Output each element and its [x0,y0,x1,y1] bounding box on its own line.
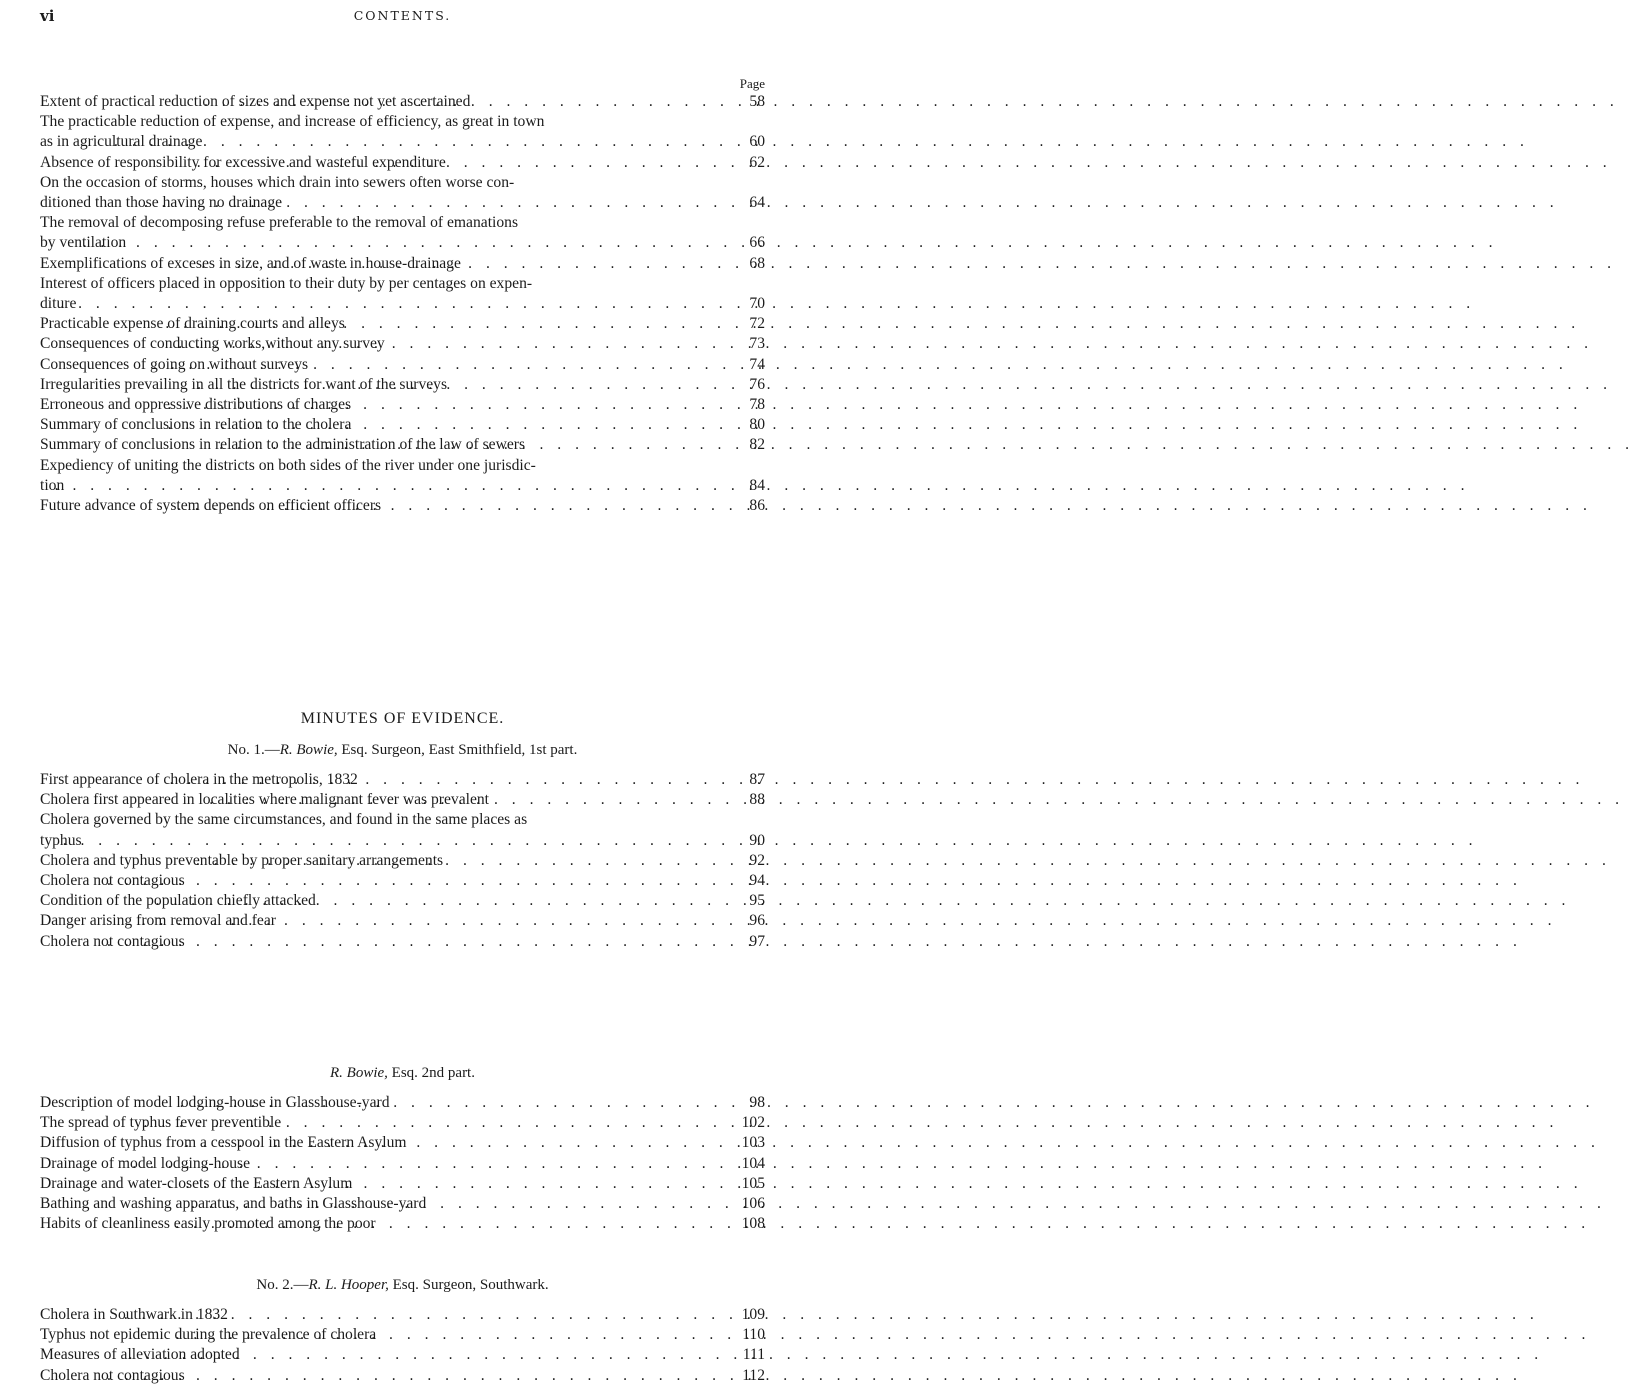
witness-description: Esq. Surgeon, Southwark. [392,1277,549,1293]
contents-list [40,92,765,516]
witness-name: R. L. Hooper, [308,1277,389,1293]
entry-page-number: 66 [749,234,765,252]
dot-leader [121,1305,733,1325]
entry-text: Cholera in Southwark in 1832 [40,1306,228,1323]
dot-leader [194,375,733,395]
entry-page-number: 88 [749,791,765,809]
witness-number: No. 2.— [256,1277,309,1293]
entry-page-number: 98 [749,1094,765,1111]
witness-entries [40,1093,765,1234]
witness-name: R. Bowie, [330,1065,388,1081]
entry-text: The spread of typhus fever preventible [40,1114,282,1132]
toc-entry [40,1366,765,1386]
entry-text: Drainage and water-closets of the Eastern Asylum [40,1174,353,1192]
entry-page-number: 112 [742,1366,765,1384]
entry-text: Bathing and washing apparatus, and baths in Glasshouse-yard [40,1195,427,1213]
entry-page-number: 104 [741,1154,765,1172]
page-number: vi [40,7,55,25]
entry-page-number: 97 [749,932,765,950]
entry-page-number: 60 [749,133,765,151]
entry-text: Measures of alleviation adopted [40,1346,240,1364]
entry-page-number: 78 [749,396,765,414]
entry-text: Irregularities prevailing in all the districts for want of the surveys [40,375,448,393]
toc-entry [40,153,765,173]
entry-page-number: 90 [749,831,765,849]
dot-leader [206,790,733,810]
entry-text: Diffusion of typhus from a cesspool in the Eastern Asylum [40,1134,407,1152]
witness-heading [40,742,765,759]
dot-leader [174,496,733,516]
entry-text: Condition of the population chiefly attacked [40,892,316,910]
entry-text-line: Expediency of uniting the districts on both sides of the river under one jurisdic- [40,456,536,474]
entry-text-line: The practicable reduction of expense, and increase of efficiency, as great in town [40,113,545,131]
toc-entry [40,375,765,395]
dot-leader [188,1194,733,1214]
dot-leader [111,132,733,152]
toc-entry [40,1133,765,1153]
dot-leader [175,334,733,354]
entry-page-number: 70 [749,295,765,313]
toc-entry [40,1194,765,1214]
entry-text: Danger arising from removal and fear [40,912,276,930]
toc-entry [40,233,765,253]
entry-text: Erroneous and oppressive distributions of charges [40,396,352,414]
entry-text: Summary of conclusions in relation to the administration of the law of sewers [40,436,526,454]
toc-entry [40,314,765,334]
dot-leader [104,1366,733,1386]
entry-page-number: 58 [749,93,765,110]
toc-entry [40,1093,765,1113]
entry-text: Exemplifications of exceses in size, and of waste in house-drainage [40,254,461,272]
entry-text: Cholera and typhus preventable by proper sanitary arrangements [40,851,444,869]
entry-page-number: 64 [749,194,765,212]
dot-leader [194,153,733,173]
page-header [40,5,765,31]
entry-text: typhus [40,831,82,849]
toc-entry [40,932,765,952]
witness-heading [40,1065,765,1082]
dot-leader [60,831,733,851]
entry-page-number: 110 [742,1326,765,1344]
entry-text-line: On the occasion of storms, houses which drain into sewers often worse con- [40,173,515,191]
toc-entry [40,395,765,415]
entry-page-number: 86 [749,497,765,515]
toc-entry [40,1113,765,1133]
entry-text: by ventilation [40,234,127,252]
entry-page-number: 103 [741,1134,765,1152]
toc-entry [40,254,765,274]
toc-entry [40,871,765,891]
dot-leader [150,355,733,375]
toc-entry [40,435,765,455]
entry-page-number: 62 [749,153,765,171]
entry-page-number: 80 [749,416,765,434]
dot-leader [104,932,733,952]
witness-entries [40,1305,765,1386]
dot-leader [80,233,733,253]
entry-page-number: 109 [741,1306,765,1323]
entry-text: Consequences of going on without surveys [40,355,309,373]
entry-page-number: 87 [749,771,765,788]
entry-page-number: 84 [749,476,765,494]
toc-entry [40,1174,765,1194]
entry-page-number: 76 [749,375,765,393]
toc-entry [40,415,765,435]
toc-entry [40,790,765,810]
entry-text: Cholera not contagious [40,1366,185,1384]
dot-leader [140,1113,733,1133]
entry-text: Future advance of system depends on efficient officers [40,497,382,515]
entry-text-line: The removal of decomposing refuse preferable to the removal of emanations [40,214,519,232]
entry-text: ditioned than those having no drainage [40,194,283,212]
entry-page-number: 106 [741,1195,765,1213]
entry-text: First appearance of cholera in the metropolis, 1832 [40,771,358,788]
toc-entry [40,355,765,375]
witness-number: No. 1.— [227,742,280,758]
dot-leader [193,851,733,871]
dot-leader [177,1093,733,1113]
toc-entry [40,1345,765,1365]
toc-entry [40,1325,765,1345]
dot-leader [182,1133,733,1153]
entry-page-number: 96 [749,912,765,930]
book-page [40,0,765,1384]
entry-text: as in agricultural drainage [40,133,203,151]
dot-leader [125,1345,733,1365]
dot-leader [216,435,733,455]
entry-text: Extent of practical reduction of sizes and expense not yet ascertained [40,93,471,110]
dot-leader [201,92,733,112]
entry-text: tion [40,476,65,494]
toc-entry [40,334,765,354]
toc-entry [40,294,765,314]
dot-leader [141,193,733,213]
entry-text: Drainage of model lodging-house [40,1154,251,1172]
dot-leader [198,254,733,274]
dot-leader [167,770,733,790]
entry-text: Cholera first appeared in localities where malignant fever was prevalent [40,791,489,809]
dot-leader [129,1154,733,1174]
toc-entry [40,476,765,496]
dot-leader [104,871,733,891]
running-title: CONTENTS. [353,8,452,23]
entry-text: Cholera not contagious [40,872,185,890]
dot-leader [139,911,733,931]
toc-entry [40,1305,765,1325]
toc-entry [40,891,765,911]
toc-entry [40,851,765,871]
entry-page-number: 92 [749,851,765,869]
entry-text: Description of model lodging-house in Glasshouse-yard [40,1094,390,1111]
entry-text: Cholera not contagious [40,932,185,950]
dot-leader [172,1214,733,1234]
dot-leader [52,476,733,496]
dot-leader [164,415,733,435]
witness-description: Esq. Surgeon, East Smithfield, 1st part. [341,742,578,758]
entry-page-number: 95 [749,892,765,910]
toc-entry [40,92,765,112]
entry-text-line: Interest of officers placed in opposition to their duty by per centages on expen- [40,274,533,292]
toc-entry [40,911,765,931]
entry-text: Consequences of conducting works,without any survey [40,335,385,353]
entry-page-number: 105 [741,1174,765,1192]
entry-page-number: 82 [749,436,765,454]
toc-entry [40,132,765,152]
entry-page-number: 111 [742,1346,765,1364]
entry-page-number: 108 [741,1215,765,1233]
entry-page-number: 74 [749,355,765,373]
toc-entry [40,496,765,516]
toc-entry [40,1154,765,1174]
witness-description: Esq. 2nd part. [391,1065,475,1081]
witness-heading [40,1277,765,1294]
toc-entry [40,770,765,790]
witness-entries [40,770,765,952]
dot-leader [172,1325,733,1345]
dot-leader [162,314,733,334]
dot-leader [153,891,733,911]
entry-page-number: 68 [749,254,765,272]
entry-text: Absence of responsibility for excessive and wasteful expenditure [40,153,446,171]
dot-leader [164,395,733,415]
entry-page-number: 73 [749,335,765,353]
entry-page-number: 94 [749,872,765,890]
witness-name: R. Bowie, [279,742,338,758]
dot-leader [165,1174,733,1194]
minutes-title: MINUTES OF EVIDENCE. [300,710,505,727]
toc-entry [40,193,765,213]
entry-text: Typhus not epidemic during the prevalence of cholera [40,1326,377,1344]
entry-text: Habits of cleanliness easily promoted among the poor [40,1215,376,1233]
entry-text: diture [40,295,77,313]
entry-text: Practicable expense of draining courts and alleys [40,315,345,333]
toc-entry [40,831,765,851]
entry-text: Summary of conclusions in relation to the cholera [40,416,352,434]
dot-leader [57,294,733,314]
page-column-label: Page [739,76,765,91]
entry-page-number: 102 [741,1114,765,1132]
entry-page-number: 72 [749,315,765,333]
toc-entry [40,1214,765,1234]
entry-text-line: Cholera governed by the same circumstances, and found in the same places as [40,811,528,829]
